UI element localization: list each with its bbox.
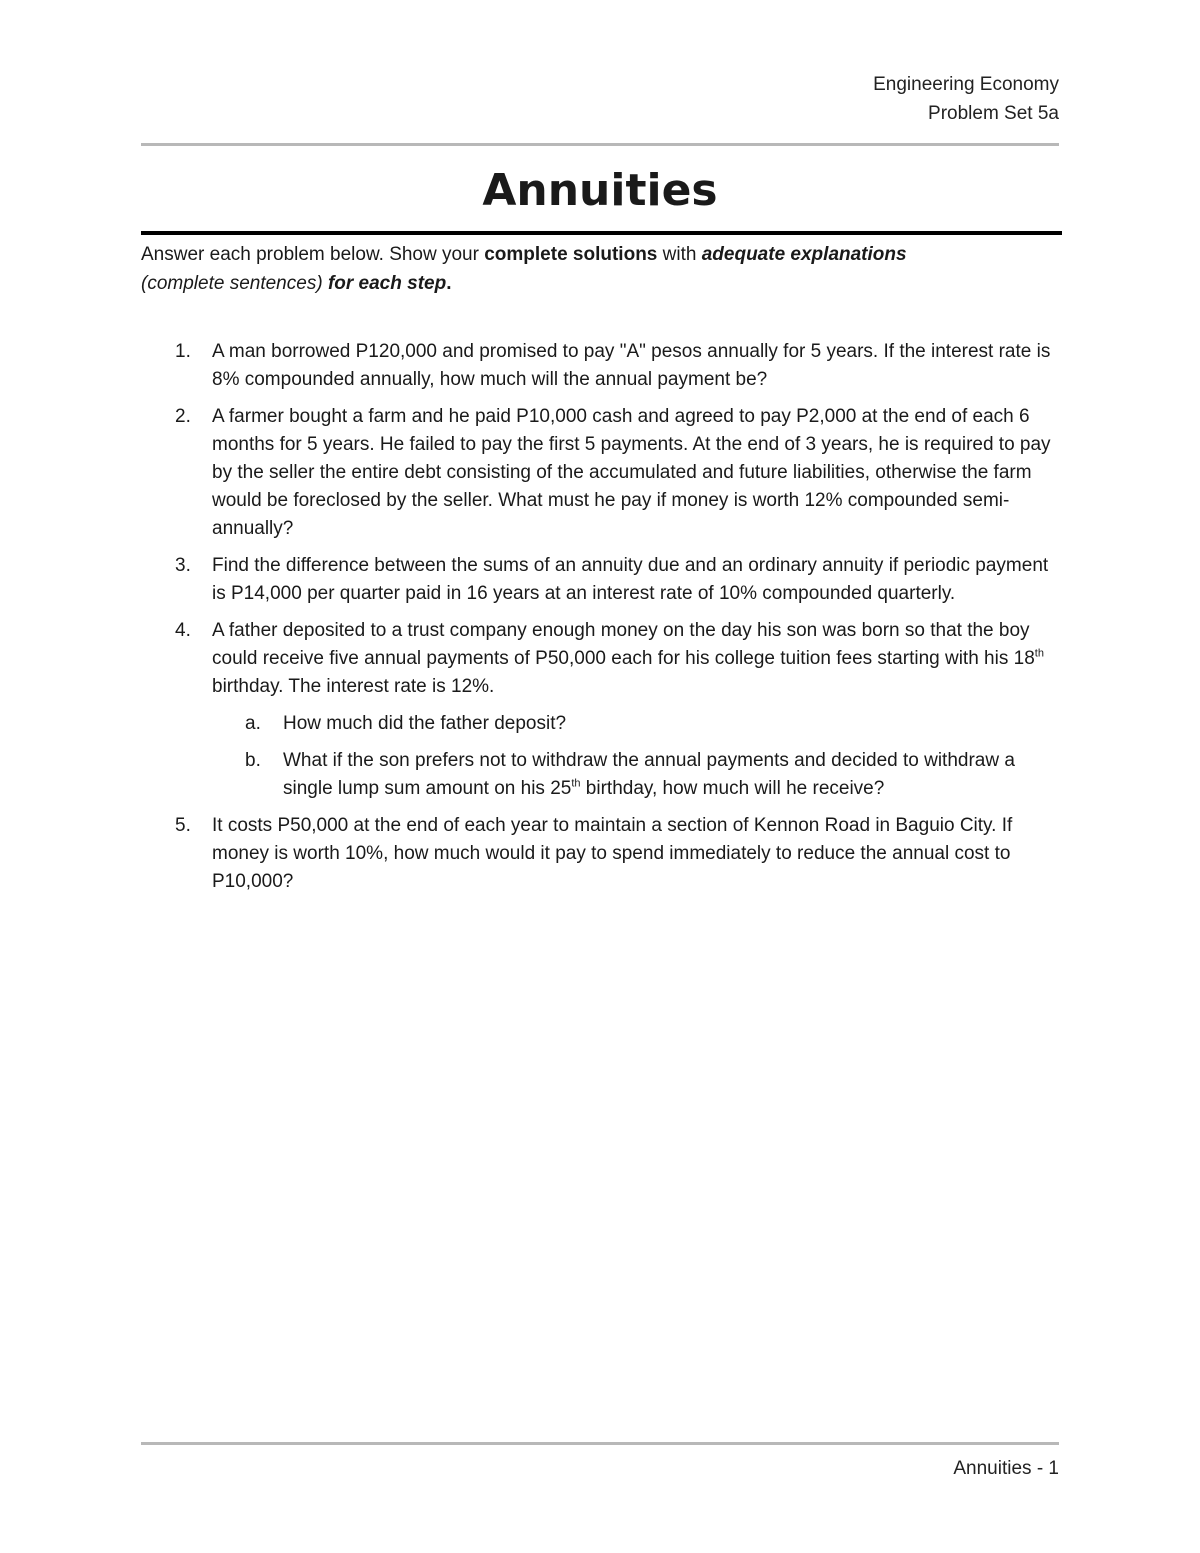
problem-text: A man borrowed P120,000 and promised to pay "A" pesos annually for 5 years. If the interest rate is 8% compounded annually, how much will the annual payment be? xyxy=(212,341,1051,390)
ordinal-suffix: th xyxy=(1034,647,1044,660)
instructions-text: with xyxy=(657,244,702,265)
instructions-note: (complete sentences) xyxy=(141,273,323,294)
instructions: Answer each problem below. Show your complete solutions with adequate explanations (complete sentences) for each step. xyxy=(141,244,907,294)
problem-item xyxy=(141,617,1061,803)
header-divider xyxy=(141,143,1059,146)
subproblem-letter: a. xyxy=(245,713,261,734)
problem-item xyxy=(141,403,1061,543)
instructions-text: Answer each problem below. Show your xyxy=(141,244,485,265)
problem-set-label: Problem Set 5a xyxy=(928,103,1059,124)
course-name: Engineering Economy xyxy=(873,74,1059,95)
problem-text: Find the difference between the sums of an annuity due and an ordinary annuity if periodic payment is P14,000 per quarter paid in 16 years at an interest rate of 10% compounded quarterly. xyxy=(212,555,1049,604)
page-header xyxy=(873,70,1059,128)
instructions-emphasis: adequate explanations xyxy=(701,244,907,265)
subproblem-list xyxy=(212,710,1061,803)
page-footer: Annuities - 1 xyxy=(953,1458,1059,1479)
problem-item xyxy=(141,338,1061,394)
problem-text: A father deposited to a trust company enough money on the day his son was born so that the boy could receive five annual payments of P50,000 each for his college tuition fees starting with his 18th birthday. The interest rate is 12%. xyxy=(212,620,1044,697)
footer-divider xyxy=(141,1442,1059,1445)
problem-number: 5. xyxy=(175,815,191,836)
subproblem-text: What if the son prefers not to withdraw the annual payments and decided to withdraw a single lump sum amount on his 25th birthday, how much will he receive? xyxy=(283,750,1015,799)
subproblem-item xyxy=(212,710,1061,738)
instructions-emphasis: complete solutions xyxy=(484,244,658,265)
title-divider xyxy=(141,231,1062,235)
subproblem-text: How much did the father deposit? xyxy=(283,713,567,734)
subproblem-letter: b. xyxy=(245,750,261,771)
problem-number: 1. xyxy=(175,341,191,362)
problem-text: A farmer bought a farm and he paid P10,000 cash and agreed to pay P2,000 at the end of each 6 months for 5 years. He failed to pay the first 5 payments. At the end of 3 years, he is required to pay by the seller the entire debt consisting of the accumulated and future liabilities, otherwise the farm would be foreclosed by the seller. What must he pay if money is worth 12% compounded semi-annually? xyxy=(212,406,1051,539)
problem-list xyxy=(141,338,1061,905)
problem-number: 2. xyxy=(175,406,191,427)
problem-item xyxy=(141,552,1061,608)
problem-number: 3. xyxy=(175,555,191,576)
instructions-emphasis: for each step xyxy=(327,273,447,294)
page-title: Annuities xyxy=(482,165,718,216)
problem-item xyxy=(141,812,1061,896)
subproblem-item xyxy=(212,747,1061,803)
ordinal-suffix: th xyxy=(571,777,581,790)
problem-number: 4. xyxy=(175,620,191,641)
problem-text: It costs P50,000 at the end of each year to maintain a section of Kennon Road in Baguio City. If money is worth 10%, how much would it pay to spend immediately to reduce the annual cost to P10,000? xyxy=(212,815,1013,892)
